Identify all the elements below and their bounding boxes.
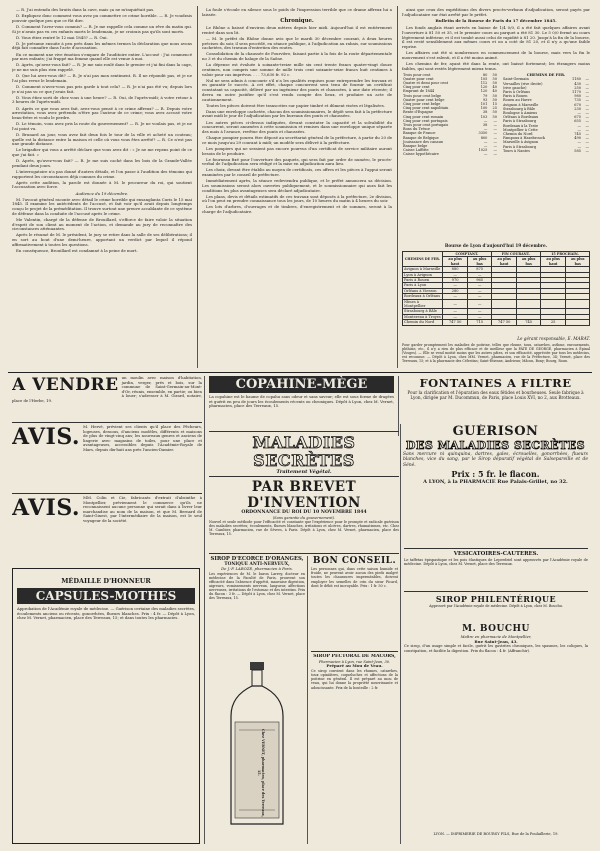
stat-value: 50 [492, 110, 497, 115]
bourse-value: — [442, 299, 468, 309]
brevet-note: (Sans garantie du gouvernement). [272, 515, 336, 520]
transcript-paragraph: D. Après ce que vous avez fait, avez-vous pensé à ce crime affreux? — R. Depuis votre arrestation, vous avez prétendu n'être pas l'auteur de ce crime; vous avez accusé votre beau-frère et voulu le perdre. [12, 105, 192, 120]
chronique-paragraph: Les plans, devis et détails estimatifs de ces travaux sont déposés à la préfecture, 2e division, où l'on peut en prendre connaissance tous les jours, de 10 heures du matin à 4 heures du soir. [202, 193, 392, 204]
stat-label: Paris à Strasbourg [503, 119, 537, 124]
bourse-value: — [468, 294, 491, 299]
chronique-paragraph: Toutes les pièces doivent être transcrites sur papier timbré et dûment visées et légalisées. [206, 102, 385, 108]
bouchu-address: Rue Saint-Jean, 43. [474, 638, 518, 644]
stat-value: 120 [480, 85, 488, 90]
bourse-row [403, 320, 590, 325]
chronique-paragraph: Les choix, devant être établis au moyen de certificats, ces offres et les pièces à l'appui seront examinées par le conseil de préfecture. [202, 167, 392, 178]
stat-value: 101 [480, 102, 488, 107]
stat-value: 670 [574, 102, 581, 107]
bourse-value: 970 [442, 278, 468, 283]
stat-value: — [483, 127, 488, 132]
ad-brevet [209, 479, 399, 551]
stat-value: — [577, 140, 581, 145]
maladies-title: MALADIES SECRÈTES [252, 434, 356, 470]
bourse-header-1: COMPTANT. [442, 252, 491, 257]
stat-value: 585 [574, 148, 581, 153]
chronique-paragraph: Consolidation de la chaussée de Fourvière, faisant partie à la fois de la route départementale no 3 et du chemin de halage de la Saône. [202, 51, 392, 62]
stat-value: 120 [480, 89, 488, 94]
bourse-sub-3: au plus bas [517, 257, 540, 267]
stat-value: 655 [574, 119, 581, 124]
stat-label: Bordeaux à la Teste [503, 123, 539, 128]
transcript-paragraph: D. Après, qu'avez-vous fait? — R. Je me suis roulé dans le grenier et j'ai fini dans la cage, je ne me suis plus rien rappelé. [12, 62, 192, 73]
stat-value: — [585, 131, 589, 136]
stat-value: 3350 [478, 131, 488, 136]
stat-label: Cinq pour cent portugais [403, 118, 448, 123]
stat-value: 745 [574, 131, 581, 136]
bourse-label: Chemin du Nord [403, 320, 443, 325]
stat-label: Trois pour cent portugais [403, 123, 449, 128]
stat-value: 50 [492, 114, 497, 119]
stat-value: 490 [574, 136, 581, 141]
ad-bouchu [404, 624, 588, 830]
avis-2-text: MM. Colin et Cie, fabricants d'extrait d'absinthe à Montpellier, préviennent le commerce qu'ils ne reconnaissent aucune personne qui serait dans à livrer leur marchandise au nom de la maison, et que M. Bernard de Saint-Ginest, par l'intermédiaire de la maison, est le seul voyageur de la société. [83, 496, 202, 523]
transcript-paragraph: D. Vous étiez rentré le 12 mai 1845? — R. Oui. [16, 34, 108, 40]
transcript-paragraph: D. Expliquez donc comment vous avez pu commettre ce crime horrible. — R. Je voudrais pouvoir quelque peu que ce fût dire. [12, 13, 192, 23]
stat-value: — [585, 148, 589, 153]
sirop-philenterique-text: Approuvé par l'Académie royale de médecine. Dépôt à Lyon, chez M. Bouchu. [429, 604, 563, 608]
bourse-value: 875 [468, 267, 491, 272]
bourse-header-0: CHEMINS DE FER. [403, 252, 443, 267]
bourse-lyon-title: Bourse de Lyon d'aujourd'hui 19 décembre. [402, 243, 590, 248]
bourse-value: — [468, 272, 491, 277]
bouchu-subtitle: Maître en pharmacie de Montpellier, [460, 634, 532, 639]
ad-maladies-secretes [209, 434, 399, 474]
chronique-paragraph: Les lots d'arbres, d'ouvrages et de timbres, d'enregistrement et de sommes, seront à la charge de l'adjudicataire. [202, 204, 392, 215]
transcript-paragraph: Après cette audition, la parole est donnée à M. le procureur du roi, qui soutient l'accusation avec force. [12, 179, 192, 190]
stat-value: 50 [492, 97, 497, 102]
stat-value: 79 [482, 93, 488, 98]
transcript-paragraph: D. Vous étiez sorti de chez vous à une heure? — R. Oui, de l'après-midi; à votre retour à 3 heures de l'après-midi. [12, 94, 192, 105]
stat-label: Cinq pour cent romain [403, 114, 444, 119]
pectoral-small: Préparé au Mou de Veau. [326, 663, 383, 669]
bourse-value: 25 [540, 320, 566, 325]
stat-label: Strasbourg à Bâle [503, 106, 536, 111]
stat-label: Banque de Belgique [403, 135, 439, 140]
stat-value: — [585, 144, 589, 149]
stat-row [402, 152, 498, 156]
pectoral-text: Ce sirop convient dans les rhumes, catarrhes, toux opiniâtres, coqueluches et affections de la poitrine en général. Il est préparé au mou de veau, qui lui donne la propriété nourrissante et adoucissante. Prix de la bouteille : 2 fr. [311, 668, 398, 690]
bourse-value: — [442, 294, 468, 299]
stat-label: Trois pour cent belge [403, 93, 442, 98]
stat-value: — [483, 139, 488, 144]
stat-value: 430 [574, 81, 581, 86]
bourse-label: Orléans à Vierzon [403, 288, 443, 293]
chronique-paragraph: Nul ne sera admis à concourir s'il n'a les qualités requises pour entreprendre les travaux et en garantir le succès. A cet effet, chaque concurrent sera tenu de fournir un certificat constatant sa capacité, délivré par un ingénieur des ponts et chaussées, à une date récente; il devra en outre justifier qu'il s'est rendu compte des lieux, et produire un acte de cautionnement. [202, 77, 392, 102]
stat-value: — [585, 98, 589, 103]
stat-value: 40 [492, 89, 497, 94]
fontaines-text: Pour la clarification et l'épuration des eaux fétides et bourbeuses. Seule fabrique à Lyon, dirigée par M. Ducommun, de Paris, place Louis XVI, no 2, aux Brotteaux. [407, 390, 584, 400]
ad-capsules-mothes [12, 568, 200, 844]
column-1 [12, 8, 192, 368]
bourse-row [403, 299, 590, 309]
bourse-label: Lyon à Avignon [403, 272, 443, 277]
capsules-text: Approbation de l'Académie royale de médecine. — Guérison certaine des maladies secrètes, écoulements anciens ou récents, gonorrhées, flueurs blanches. Prix : 4 fr. — Dépôt à Lyon, chez M. Vernet, pharmacien, place des Terreaux, 15; et dans toutes les pharmacies. [17, 606, 195, 621]
stat-label: Caisse hypothécaire [403, 152, 439, 157]
bon-conseil-text: Les personnes qui, dans cette saison humide et froide, ne peuvent avoir aucun des pieds malgré toutes les chaussures imperméables, doivent employer les semelles de crin du sieur Picard, dont le débit est incroyable. Prix : 1 fr. 50 c. [311, 567, 398, 588]
transcript-paragraph: D. Le témoin, vous avez pris la route du gouvernement? — R. Je ne voulais pas, et je ne l'ai point vu. [12, 121, 192, 131]
vesicatoires-text: Le taffetas épispastique et les pois élastiques de Leperdriel sont approuvés par l'Académie royale de médecine. Dépôt à Lyon, chez M. Vernet, place des Terreaux. [404, 558, 588, 567]
stat-label: Rouen au Havre [503, 98, 532, 103]
bourse-value: — [468, 299, 491, 309]
stat-value: 103 [480, 114, 488, 119]
bourse-value: 715 [468, 320, 491, 325]
bourse-value [566, 299, 590, 309]
stat-value: — [483, 144, 488, 149]
stat-value: 50 [492, 93, 497, 98]
stat-value: — [585, 119, 589, 124]
bourse-value: — [468, 309, 491, 314]
transcript-paragraph: D. Je présume ensuite à peu près dans les mêmes termes la déclaration que nous avons déjà fait connaître dans l'acte d'accusation. [12, 40, 192, 51]
chronique-paragraph: — M. le préfet du Rhône donne avis que le mardi 30 décembre courant, à deux heures précises du soir, il sera procédé, en séance publique, à l'adjudication au rabais, sur soumissions cachetées, des travaux d'entretien des routes. [202, 35, 392, 51]
bourse-label: Nîmes à Montpellier [403, 299, 443, 309]
chronique-paragraph: Le Rhône a baissé d'environ deux mètres depuis hier midi. Aujourd'hui il est entièrement rentré dans son lit. [202, 25, 392, 35]
guerison-subtitle: DES MALADIES SECRÈTES [405, 439, 586, 452]
copahine-title: COPAHINE-MÈGE [209, 376, 394, 393]
transcript-paragraph: En ce moment une vive émotion s'empare de l'auditoire entier. L'accusé : J'ai commencé par mes enfants; j'ai frappé ma femme quand elle est venue à moi. [12, 51, 192, 62]
chronique-paragraph: Immédiatement après, la séance redeviendra publique, et le préfet annoncera sa décision. Les soumissions seront alors ouvertes publiquement, et le soumissionnaire qui aura fait les conditions les plus avantageuses sera déclaré adjudicataire. [202, 178, 392, 193]
bourse-value: — [468, 314, 491, 319]
stat-value: 1180 [572, 77, 581, 82]
bourse-value: — [442, 309, 468, 314]
fontaines-title: FONTAINES A FILTRE [419, 376, 572, 390]
stat-value: 230 [574, 106, 581, 111]
bourse-label: Bordeaux à Orléans [403, 294, 443, 299]
bulletin-text-2: Les affaires ont été si nombreuses en commencement de la bourse, mais vers la fin le mouvement s'est ralenti, et il a été moins animé. [402, 50, 590, 60]
transcript-paragraph: M. l'avocat général raconte avec détail le crime horrible qui ensanglanta Curis le 15 mai 1845. Il examine les antécédents de l'accusé, et fait voir qu'il avait depuis longtemps conçu le projet de la préméditation. Il trouve surtout une preuve accablante de ce système de défense dans la conduite de l'accusé après le crime. [12, 196, 192, 216]
stat-value: — [577, 110, 581, 115]
stat-label: Tours à Nantes [503, 148, 530, 153]
bourse-value: 280 [442, 288, 468, 293]
guerison-text: Sans mercure ni quinquina, dartres, gales, écrouelles, gonorrhées, flueurs blanches, vice du sang, par le Sirop dépuratif végétal de Salsepareille et de Séné. [403, 452, 588, 468]
maladies-subtitle: Traitement Végétal. [276, 469, 332, 474]
bourse-value: 965 [468, 278, 491, 283]
chronique-paragraph: Le fourneau fixé pour l'ouverture des paquets, qui sera fait par ordre de numéro, le procès-verbal de l'adjudication sera rédigé et la mise en adjudication aura lieu. [202, 156, 392, 167]
stat-value: 250 [574, 85, 581, 90]
ad-guerison [403, 424, 588, 544]
stat-label: Caisse Laffitte [403, 148, 429, 153]
sirop-text: Les expériences de M. le baron Larrey, docteur en médecine de la Faculté de Paris, prouvent son efficacité dans l'absence d'appétit, mauvaise digestion, aigreurs, vomissements nerveux, langueur, affections nerveuses, irritations de l'estomac et des intestins. Prix du flacon : 3 fr. — Dépôt à Lyon, chez M. Vernet, place des Terreaux, 15. [209, 571, 305, 601]
bouchu-text: Ce sirop, d'un usage simple et facile, guérit les gastrites chroniques, les spasmes, les coliques, la constipation, et facilite la digestion. Prix du flacon : 4 fr. (Affranchir). [404, 644, 588, 653]
stat-value: 50 [492, 81, 497, 86]
ad-sirop-oranges [209, 556, 305, 656]
transcript-paragraph: D. Comment l'avez-vous commis? — R. Je me rappelle cela comme un rêve du matin qui. Si je n'avais pas vu ces enfants morts le lendemain, je ne croirais pas qu'ils sont morts. [12, 23, 192, 34]
imprimerie-footer: LYON. — IMPRIMERIE DE BOURSY FILS, Rue de la Poulaillerie, 19. [433, 832, 559, 836]
bourse-value: — [442, 283, 468, 288]
bourse-value: 880 [442, 267, 468, 272]
stat-value: 93 [482, 97, 488, 102]
stat-value: — [585, 102, 589, 107]
stat-value: — [585, 115, 589, 120]
transcript-paragraph: D. Comment n'avez-vous pas pris garde à tout cela? — R. Je n'ai pas été vu; depuis lors je n'ai pas su ce que j'avais fait. [12, 83, 192, 94]
stat-value: — [493, 135, 497, 140]
chronique-paragraph: Dans une enveloppe cachetée, chacun des soumissionnaires, le dépôt sera fait à la préfecture avant midi le jour de l'adjudication par les bureaux des ponts et chaussées. [202, 108, 392, 119]
bourse-lyon-table [402, 251, 590, 326]
stat-value: 105 [480, 76, 488, 81]
pate-notice: Pour garder promptement les maladies de poitrine, telles que rhume, toux, catarrhes, asthme, enrouements, phthisie, etc., il n'y a rien de plus efficace et de meilleur que la PATE DE GEORGE, pharmacien à Épinal (Vosges). — Elle se vend moitié moins que les autres pâtes, et son efficacité, appréciée par tous les médecins, est reconnue. — Dépôt à Lyon, chez MM. Vernet, pharmacien, rue de la Préfecture, 34; Vernet, place des Terreaux, 15; et à la pharmacie des Célestins; Saint-Étienne, Andrieux; Mâcon, Bony; Bourg, Roux. [402, 343, 590, 363]
bourse-value: — [442, 272, 468, 277]
chronique-paragraph: Les pompiers qui ne seraient pas encore pourvus d'un certificat de service militaire auront besoin de le produire. [202, 145, 392, 156]
transcript-paragraph: Me Valentin, chargé de la défense de Brouillard, s'efforce de faire valoir la situation d'esprit de son client au moment de l'action, et demande au jury de reconnaître des circonstances atténuantes. [12, 216, 192, 232]
stat-value: — [493, 131, 497, 136]
stat-value: 38 [482, 123, 488, 128]
stat-value: — [585, 110, 589, 115]
bourse-sub-4: au plus haut [540, 257, 566, 267]
ad-a-vendre [12, 376, 202, 420]
guerison-title: GUÉRISON [452, 424, 539, 439]
bon-conseil-title: BON CONSEIL. [312, 556, 397, 566]
stat-label: Montpellier à Cette [503, 127, 538, 132]
stat-value: — [585, 106, 589, 111]
brevet-subtitle: ORDONNANCE DU ROI DU 10 NOVEMBRE 1844 [241, 510, 367, 515]
stat-label: Trois pour cent [403, 72, 431, 77]
bourse-label: Paris à Rouen [403, 278, 443, 283]
stat-value: 40 [492, 85, 497, 90]
bourse-header-2: FIN COURANT. [491, 252, 540, 257]
stat-label: Quatre et demi pour cent [403, 81, 449, 86]
stat-value: 112 [480, 81, 488, 86]
stat-label: Quatre pour cent belge [403, 97, 445, 102]
transcript-paragraph: Le brigadier qui vous a arrêté déclare que vous avez dit : « Je ne me repens point de ce que j'ai fait. » [12, 147, 192, 158]
stat-value: 50 [492, 72, 497, 77]
stat-label: Cinq pour cent [403, 85, 430, 90]
bourse-sub-2: au plus haut [491, 257, 517, 267]
stat-label: Paris à Rouen [503, 94, 528, 99]
bulletin-text-3: Les chemins de fer, ayant été dans la rente, ont baissé fortement; les étrangers moins faibles, qui sont restés légèrement mieux tenus. [402, 60, 590, 71]
bulletin-title: Bulletin de la Bourse de Paris du 17 décembre 1845. [435, 18, 557, 24]
sirop-title: SIROP D'ÉCORCE D'ORANGES, [210, 556, 304, 562]
stat-label: Avignon à Marseille [503, 102, 539, 107]
bourse-value [540, 299, 566, 309]
stat-value: 800 [480, 135, 488, 140]
bourse-value [517, 299, 540, 309]
stat-value: — [483, 152, 488, 157]
transcript-paragraph: D. Que lui avez-vous dit? — R. Je n'ai pas mon sentiment. R. Il ne répondit pas, et je ne l'ai plus revue le lendemain. [12, 73, 192, 83]
stats-right-table [502, 77, 590, 153]
stat-label: Cinq pour cent belge [403, 102, 441, 107]
a-vendre-title: A VENDRE [12, 376, 119, 395]
bourse-value [566, 320, 590, 325]
transcript-paragraph: L'interrogatoire n'a pas donné d'autres détails, et l'on passe à l'audition des témoins qui rapportent les circonstances déjà connues du crime. [12, 168, 192, 179]
stat-value: — [577, 123, 581, 128]
chronique-paragraph: Chaque pompier pourra être déposé au secrétariat général de la préfecture, à partir du 20 de ce mois jusqu'au 29 courant à midi; un modèle sera délivré à la préfecture. [202, 135, 392, 145]
guerison-address: A LYON, à la PHARMACIE Rue Palais-Grillet, no 32. [423, 479, 568, 486]
ad-bon-conseil [311, 556, 398, 648]
stat-label: Boulogne à Amiens [503, 110, 538, 115]
bottle-label: Chez VERNET, pharmacien, place des Terreaux, 15. [257, 729, 265, 817]
stat-label: Chemin du Nord [503, 131, 533, 136]
stat-value: 15 [492, 102, 497, 107]
bourse-sub-0: au plus haut [442, 257, 468, 267]
bourse-label: Montereau à Troyes [404, 314, 441, 319]
gerant-signature: Le gérant responsable, E. MARAT. [517, 336, 590, 341]
sirop-subtitle: TONIQUE ANTI-NERVEUX, [224, 561, 290, 567]
bourse-sub-5: au plus bas [566, 257, 590, 267]
stat-label: Bons du Trésor [403, 127, 431, 132]
stat-value: — [577, 127, 581, 132]
stat-label: Versailles (rive droite) [503, 81, 543, 86]
stat-value: — [483, 118, 488, 123]
ad-avis-1 [12, 425, 202, 491]
stat-label: Paris à Strasbourg [503, 144, 537, 149]
bulletin-text: Les fonds anglais étant arrivés en baisse de 1/4 0/0, il a été fait quelques affaires avant l'ouverture à 81 50 et 35, et le premier cours au parquet a été 81 30. Le 5 0/0 fermé au cours légèrement inférieur, et il est tombé aussi celui de rapidité à 81 20. Jusqu'à la fin de la bourse, il est resté sensiblement aux mêmes cours et on a coté de 81 20, et il n'y a qu'une faible reprise. [402, 25, 590, 49]
stat-value: — [585, 140, 589, 145]
stat-label: Banque belge [403, 144, 428, 149]
bourse-value: — [442, 314, 468, 319]
stat-label: Fampoux à Hazebrouck [503, 136, 545, 141]
stat-value: 25 [492, 106, 497, 111]
stat-label: Marseille à Avignon [503, 140, 539, 145]
stat-value: 675 [574, 115, 581, 120]
stat-label: Paris à Orléans [503, 89, 531, 94]
pectoral-title: SIROP PECTORAL DE MACORS, [313, 654, 396, 659]
stat-value: — [493, 152, 497, 157]
stat-label: Orléans à Bordeaux [503, 115, 539, 120]
stats-left-table [402, 73, 498, 157]
chronique-paragraph: Les autres pièces ci-dessus indiquées, devant constater la capacité et la solvabilité du concurrent, seront annexées à cette soumission et remises dans une enveloppe unique séparée des mois à l'avance, revêtue des ponts et chaussées. [202, 119, 392, 134]
bouchu-title: M. BOUCHU [462, 624, 530, 634]
stat-value: — [585, 127, 589, 132]
ad-vesicatoires [404, 551, 588, 589]
stat-value: 38 [482, 110, 488, 115]
sirop-author: De J.-P. LAROZE, pharmacien à Paris. [221, 566, 293, 572]
transcript-paragraph: Audience du 19 décembre. [75, 190, 129, 196]
stat-value: — [585, 94, 589, 99]
ad-avis-2 [12, 496, 202, 564]
avis-2-title: AVIS. [12, 496, 81, 521]
sirop-philenterique-title: SIROP PHILENTÉRIQUE [435, 594, 557, 604]
bourse-value: — [468, 288, 491, 293]
vesicatoires-title: VÉSICATOIRES-CAUTÈRES. [453, 551, 539, 557]
chronique-title: Chronique. [280, 18, 314, 25]
bourse-label: Avignon à Marseille [403, 267, 443, 272]
stat-value: — [493, 123, 497, 128]
stat-value: 100 [480, 106, 488, 111]
column-2-intro: La foule s'écoule en silence sous le poids de l'impression terrible que ce drame affreux lui a laissée. [202, 8, 392, 17]
chronique-paragraph: La dépense est évaluée à soixante-treize mille six cent trente francs quatre-vingt douze centimes, non compris une somme de mille trois cent soixante-seize francs huit centimes à valoir pour cas imprévus. . . . 73,630 fr. 92 c. [202, 62, 392, 77]
bottle-illustration [213, 660, 301, 838]
bourse-value: 747 50 [442, 320, 468, 325]
bourse-value: 745 [517, 320, 540, 325]
trial-transcript [12, 8, 192, 254]
stat-label: Banque de France [403, 131, 436, 136]
brevet-text: Nouvel et seule méthode pour l'efficacité et constante que l'expérience pour le prompte et radicale guérison des maladies secrètes; écoulements, flueurs blanches, irritations et ulcères, dartres, rhumatismes, etc. Chez M. Cambier, pharmacien, rue de Sèvres, à Paris. Dépôt à Lyon, chez M. Vernet, pharmacien, place des Terreaux, 15. [209, 520, 399, 537]
stat-value: 50 [492, 76, 497, 81]
column-2 [202, 8, 392, 368]
transcript-paragraph: D. Après, qu'avez-vous fait? — R. Je me suis caché dans les bois de la Grande-Vallée pendant deux jours. [12, 158, 192, 168]
stat-value: — [493, 127, 497, 132]
stat-value: — [585, 136, 589, 141]
stat-label: (rive gauche) [503, 85, 527, 90]
brevet-title: PAR BREVET D'INVENTION [247, 479, 361, 511]
transcript-paragraph: Après le résumé de M. le président, le jury se retire dans la salle de ses délibérations; il en sort au bout d'une demi-heure, apportant un verdict par lequel il répond affirmativement à toutes les questions. [12, 232, 192, 247]
bourse-value: — [468, 283, 491, 288]
copahine-text: La copahine est le baume de copahu sans odeur et sans saveur; elle est sous forme de dragées et guérit en peu de jours les écoulements récents ou chroniques. Dépôt à Lyon, chez M. Vernet, pharmacien, place des Terreaux, 15. [209, 394, 394, 409]
stat-value: — [493, 144, 497, 149]
chronique-body [202, 26, 392, 215]
a-vendre-text: un moulin avec maison d'habitation, jardin, verger, prés et bois, sur la commune de Saint-Germain-au-Mont-d'Or, réunis, ensemble, en partie; ou bien à louer; s'adresser à M. Girard, notaire, place de l'Herbe, 19. [12, 376, 202, 403]
transcript-paragraph: D. Brunard au jour, vous avez fait deux fois le tour de la ville et acheté un couteau; quelle est la distance entre la maison et celle où vous vous êtes arrêté? — R. Ce n'est pas une grande distance. [12, 131, 192, 147]
stat-value: — [577, 144, 581, 149]
stat-value: 1170 [572, 89, 581, 94]
stat-value: 980 [574, 94, 581, 99]
pectoral-subtitle: Pharmacien à Lyon, rue Saint-Jean, 30. [318, 659, 391, 664]
stat-label: Quatre pour cent [403, 76, 434, 81]
stat-label: Jouissance des canaux [403, 139, 443, 144]
avis-1-text: M. Hervé, prévient ses clients qu'il place des Pêcheurs, logeuses, dessous, d'anciens modèles, différents et maisons de plus de vingt-cinq ans; les nouveaux genres et anciens de lingerie avec magasins de toiles, pour une place et avantageuses, accessibles depuis l'Académie-Royale de Mars, depuis dix-huit ans près l'ancien-Damier. [83, 425, 202, 452]
guerison-price: Prix : 5 fr. le flacon. [451, 469, 540, 480]
capsules-subtitle: MÉDAILLE D'HONNEUR [61, 577, 151, 585]
stat-row [502, 149, 590, 153]
column-3-intro: ainsi que ceux des expéditions des divers procès-verbaux d'adjudication, seront payés par l'adjudicataire sur état arrêté par le préfet. [402, 8, 590, 17]
ad-sirop-pectoral [311, 654, 398, 842]
stat-value: — [585, 85, 589, 90]
stat-value: — [585, 123, 589, 128]
transcript-paragraph: — R. J'ai entendu des bruits dans la cave, mais ça ne m'inquiétait pas. [16, 8, 155, 12]
stat-value: — [493, 139, 497, 144]
railways-title: CHEMINS DE FER. [526, 72, 566, 77]
stat-value: 735 [574, 98, 581, 103]
bourse-value [491, 299, 517, 309]
avis-1-title: AVIS. [12, 425, 81, 450]
bourse-header-3: 15 PROCHAIN. [540, 252, 589, 257]
stat-value: — [585, 81, 589, 86]
bourse-sub-1: au plus bas [468, 257, 491, 267]
stat-value: — [493, 118, 497, 123]
stat-value: 1025 [478, 148, 488, 153]
bourse-label: Paris à Lyon [403, 283, 443, 288]
stat-value: — [585, 89, 589, 94]
stat-label: Saint-Germain [503, 77, 529, 82]
bourse-label: Strasbourg à Bâle [403, 309, 443, 314]
stat-value: — [493, 148, 497, 153]
stat-value: — [585, 77, 589, 82]
stat-label: Emprunt de 1844 [403, 89, 435, 94]
ad-fontaines [403, 376, 588, 422]
stat-label: Cinq pour cent napolitain [403, 106, 449, 111]
ad-copahine-mege [209, 376, 394, 428]
transcript-paragraph: En conséquence, Brouillard est condamné à la peine de mort. [16, 247, 138, 253]
stat-label: Rente d'Espagne [403, 110, 433, 115]
stat-value: 80 [482, 72, 488, 77]
ad-sirop-philenterique [404, 594, 588, 622]
capsules-title: CAPSULES-MOTHES [17, 588, 195, 604]
bourse-value: 747 50 [491, 320, 517, 325]
